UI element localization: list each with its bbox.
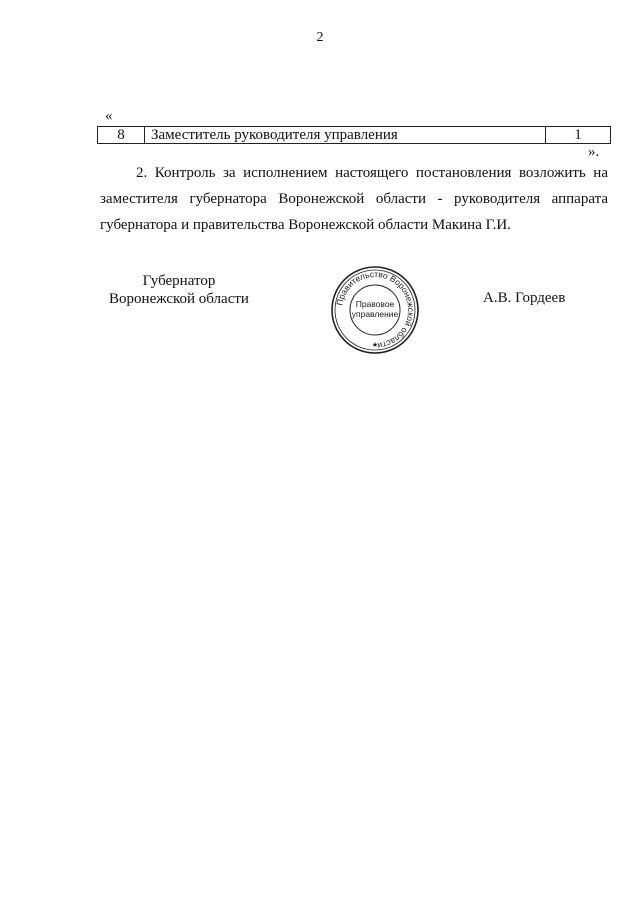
table-row	[98, 127, 611, 144]
stamp-seal-icon	[330, 265, 420, 355]
signatory-title	[104, 272, 254, 308]
closing-quote: ».	[588, 144, 600, 160]
row-number-cell: 8	[98, 127, 145, 144]
signatory-name: А.В. Гордеев	[483, 290, 566, 306]
signatory-title-line2: Воронежской области	[109, 291, 249, 307]
stamp-outer-text: Правительство Воронежской области	[334, 268, 417, 351]
signatory-title-line1: Губернатор	[142, 273, 216, 289]
quantity-cell: 1	[546, 127, 611, 144]
control-paragraph: 2. Контроль за исполнением настоящего постановления возложить на заместителя губернатора Воронежской области - руководителя аппарата губернатора и правительства Воронежской области Макина Г.И.	[100, 165, 608, 233]
stamp-star-icon: ★	[371, 342, 379, 349]
stamp-inner-line1: Правовое	[355, 299, 395, 309]
official-stamp	[330, 265, 420, 355]
page-number: 2	[316, 30, 324, 45]
position-cell: Заместитель руководителя управления	[145, 127, 546, 144]
opening-quote: «	[105, 108, 113, 124]
stamp-inner-line2: управление	[351, 309, 399, 319]
staff-table	[97, 126, 611, 144]
